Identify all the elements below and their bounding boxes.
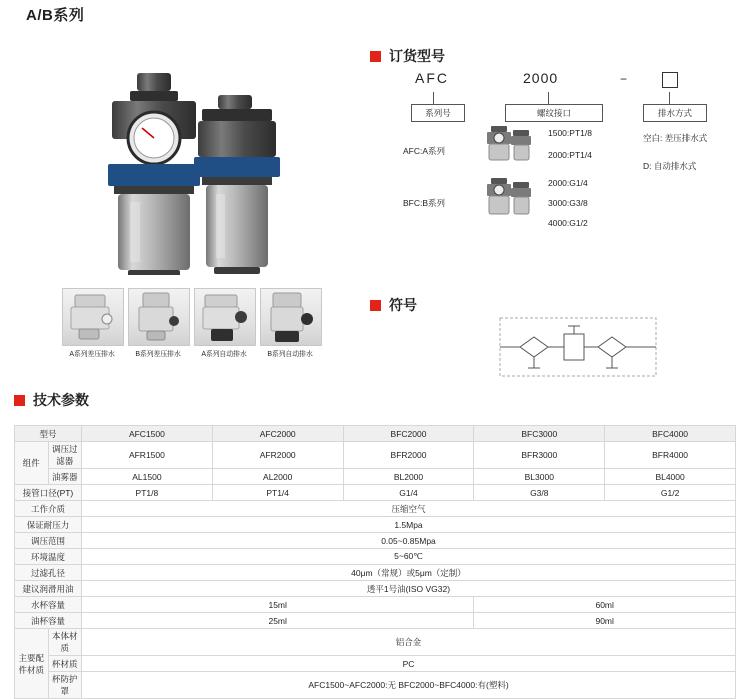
cell: BL3000 <box>474 469 605 485</box>
cell-span: 1.5Mpa <box>82 517 736 533</box>
order-code-blank-box <box>662 72 678 88</box>
cell-span: PC <box>82 656 736 672</box>
cell: G3/8 <box>474 485 605 501</box>
thread-item-1500: 1500:PT1/8 <box>548 128 592 138</box>
cell: BFR2000 <box>343 442 474 469</box>
thumb-item <box>194 288 254 359</box>
header-bfc4000: BFC4000 <box>605 426 736 442</box>
table-row <box>15 549 736 565</box>
thumb-item <box>260 288 320 359</box>
series-item-bfc: BFC:B系列 <box>403 198 446 208</box>
row-label-filtration: 过滤孔径 <box>15 565 82 581</box>
thumb-caption: A系列自动排水 <box>201 351 247 358</box>
cell-span: 压缩空气 <box>82 501 736 517</box>
series-item-afc: AFC:A系列 <box>403 146 446 156</box>
table-row <box>15 501 736 517</box>
variant-thumbnails <box>62 288 322 359</box>
table-row <box>15 469 736 485</box>
section-header-order-code <box>370 46 445 66</box>
thread-item-3000: 3000:G3/8 <box>548 198 588 208</box>
table-row <box>15 581 736 597</box>
cell-span: 40μm（常规）或5μm（定制） <box>82 565 736 581</box>
row-label-port-size: 接管口径(PT) <box>15 485 82 501</box>
cell: BFR4000 <box>605 442 736 469</box>
order-code-dash: − <box>620 72 628 86</box>
cell: AL2000 <box>212 469 343 485</box>
row-label-lubricator: 油雾器 <box>48 469 82 485</box>
thumb-item <box>62 288 122 359</box>
cell: AL1500 <box>82 469 213 485</box>
label-thread: 螺纹接口 <box>505 104 603 122</box>
cell-span: 0.05~0.85Mpa <box>82 533 736 549</box>
bullet-square-icon <box>370 300 381 311</box>
pneumatic-symbol-diagram <box>498 316 658 378</box>
section-title: 订货型号 <box>389 48 445 64</box>
cell-span-right: 90ml <box>474 613 736 629</box>
cell: AFR1500 <box>82 442 213 469</box>
table-row <box>15 672 736 699</box>
header-model: 型号 <box>15 426 82 442</box>
header-bfc3000: BFC3000 <box>474 426 605 442</box>
cell-span: 透平1号油(ISO VG32) <box>82 581 736 597</box>
thumb-image <box>194 288 256 346</box>
header-bfc2000: BFC2000 <box>343 426 474 442</box>
spec-table <box>14 425 736 699</box>
cell: PT1/4 <box>212 485 343 501</box>
mini-product-image-a <box>485 122 537 162</box>
product-photo <box>90 50 310 275</box>
cell: BL2000 <box>343 469 474 485</box>
thumb-caption: B系列差压排水 <box>135 351 181 358</box>
section-header-tech-params <box>14 390 89 410</box>
table-row <box>15 442 736 469</box>
connector-line <box>669 92 670 104</box>
thumb-caption: B系列自动排水 <box>267 351 313 358</box>
label-drain: 排水方式 <box>643 104 707 122</box>
connector-line <box>548 92 549 104</box>
cell-span: 铝合金 <box>82 629 736 656</box>
cell: G1/2 <box>605 485 736 501</box>
cell: BL4000 <box>605 469 736 485</box>
thumb-caption: A系列差压排水 <box>69 351 115 358</box>
row-label-oil-bowl: 油杯容量 <box>15 613 82 629</box>
page-title: A/B系列 <box>26 7 85 24</box>
drain-item-blank: 空白: 差压排水式 <box>643 133 708 143</box>
cell-span-right: 60ml <box>474 597 736 613</box>
connector-line <box>433 92 434 104</box>
section-title: 技术参数 <box>33 392 89 408</box>
thread-item-4000: 4000:G1/2 <box>548 218 588 228</box>
table-row <box>15 485 736 501</box>
table-row <box>15 565 736 581</box>
header-afc2000: AFC2000 <box>212 426 343 442</box>
label-series: 系列号 <box>411 104 465 122</box>
row-label-water-bowl: 水杯容量 <box>15 597 82 613</box>
row-group-materials: 主要配件材质 <box>15 629 49 699</box>
thumb-item <box>128 288 188 359</box>
section-header-symbol <box>370 295 417 315</box>
cell-span-left: 25ml <box>82 613 474 629</box>
cell: BFR3000 <box>474 442 605 469</box>
drain-item-d: D: 自动排水式 <box>643 161 697 171</box>
bullet-square-icon <box>14 395 25 406</box>
thumb-image <box>62 288 124 346</box>
thread-item-2000-pt: 2000:PT1/4 <box>548 150 592 160</box>
thread-item-2000-g: 2000:G1/4 <box>548 178 588 188</box>
cell: G1/4 <box>343 485 474 501</box>
row-label-regulator-filter: 调压过滤器 <box>48 442 82 469</box>
thumb-image <box>260 288 322 346</box>
row-label-pressure-range: 调压范围 <box>15 533 82 549</box>
cell-span: 5~60℃ <box>82 549 736 565</box>
row-label-lubricant: 建议润滑用油 <box>15 581 82 597</box>
row-label-bowl-guard: 杯防护罩 <box>48 672 82 699</box>
order-code-diagram <box>385 70 735 270</box>
row-label-ambient-temp: 环境温度 <box>15 549 82 565</box>
mini-product-image-b <box>485 175 537 215</box>
table-row <box>15 613 736 629</box>
bullet-square-icon <box>370 51 381 62</box>
row-group-components: 组件 <box>15 442 49 485</box>
row-label-medium: 工作介质 <box>15 501 82 517</box>
table-row <box>15 533 736 549</box>
row-label-proof-pressure: 保证耐压力 <box>15 517 82 533</box>
row-label-bowl-material: 杯材质 <box>48 656 82 672</box>
cell-span-left: 15ml <box>82 597 474 613</box>
cell-span: AFC1500~AFC2000:无 BFC2000~BFC4000:有(塑料) <box>82 672 736 699</box>
order-code-size: 2000 <box>523 70 559 86</box>
table-row <box>15 656 736 672</box>
row-label-body-material: 本体材质 <box>48 629 82 656</box>
table-row <box>15 629 736 656</box>
table-row <box>15 517 736 533</box>
cell: AFR2000 <box>212 442 343 469</box>
header-afc1500: AFC1500 <box>82 426 213 442</box>
table-header-row <box>15 426 736 442</box>
thumb-image <box>128 288 190 346</box>
table-row <box>15 597 736 613</box>
section-title: 符号 <box>389 297 417 313</box>
order-code-series: AFC <box>415 70 449 86</box>
cell: PT1/8 <box>82 485 213 501</box>
